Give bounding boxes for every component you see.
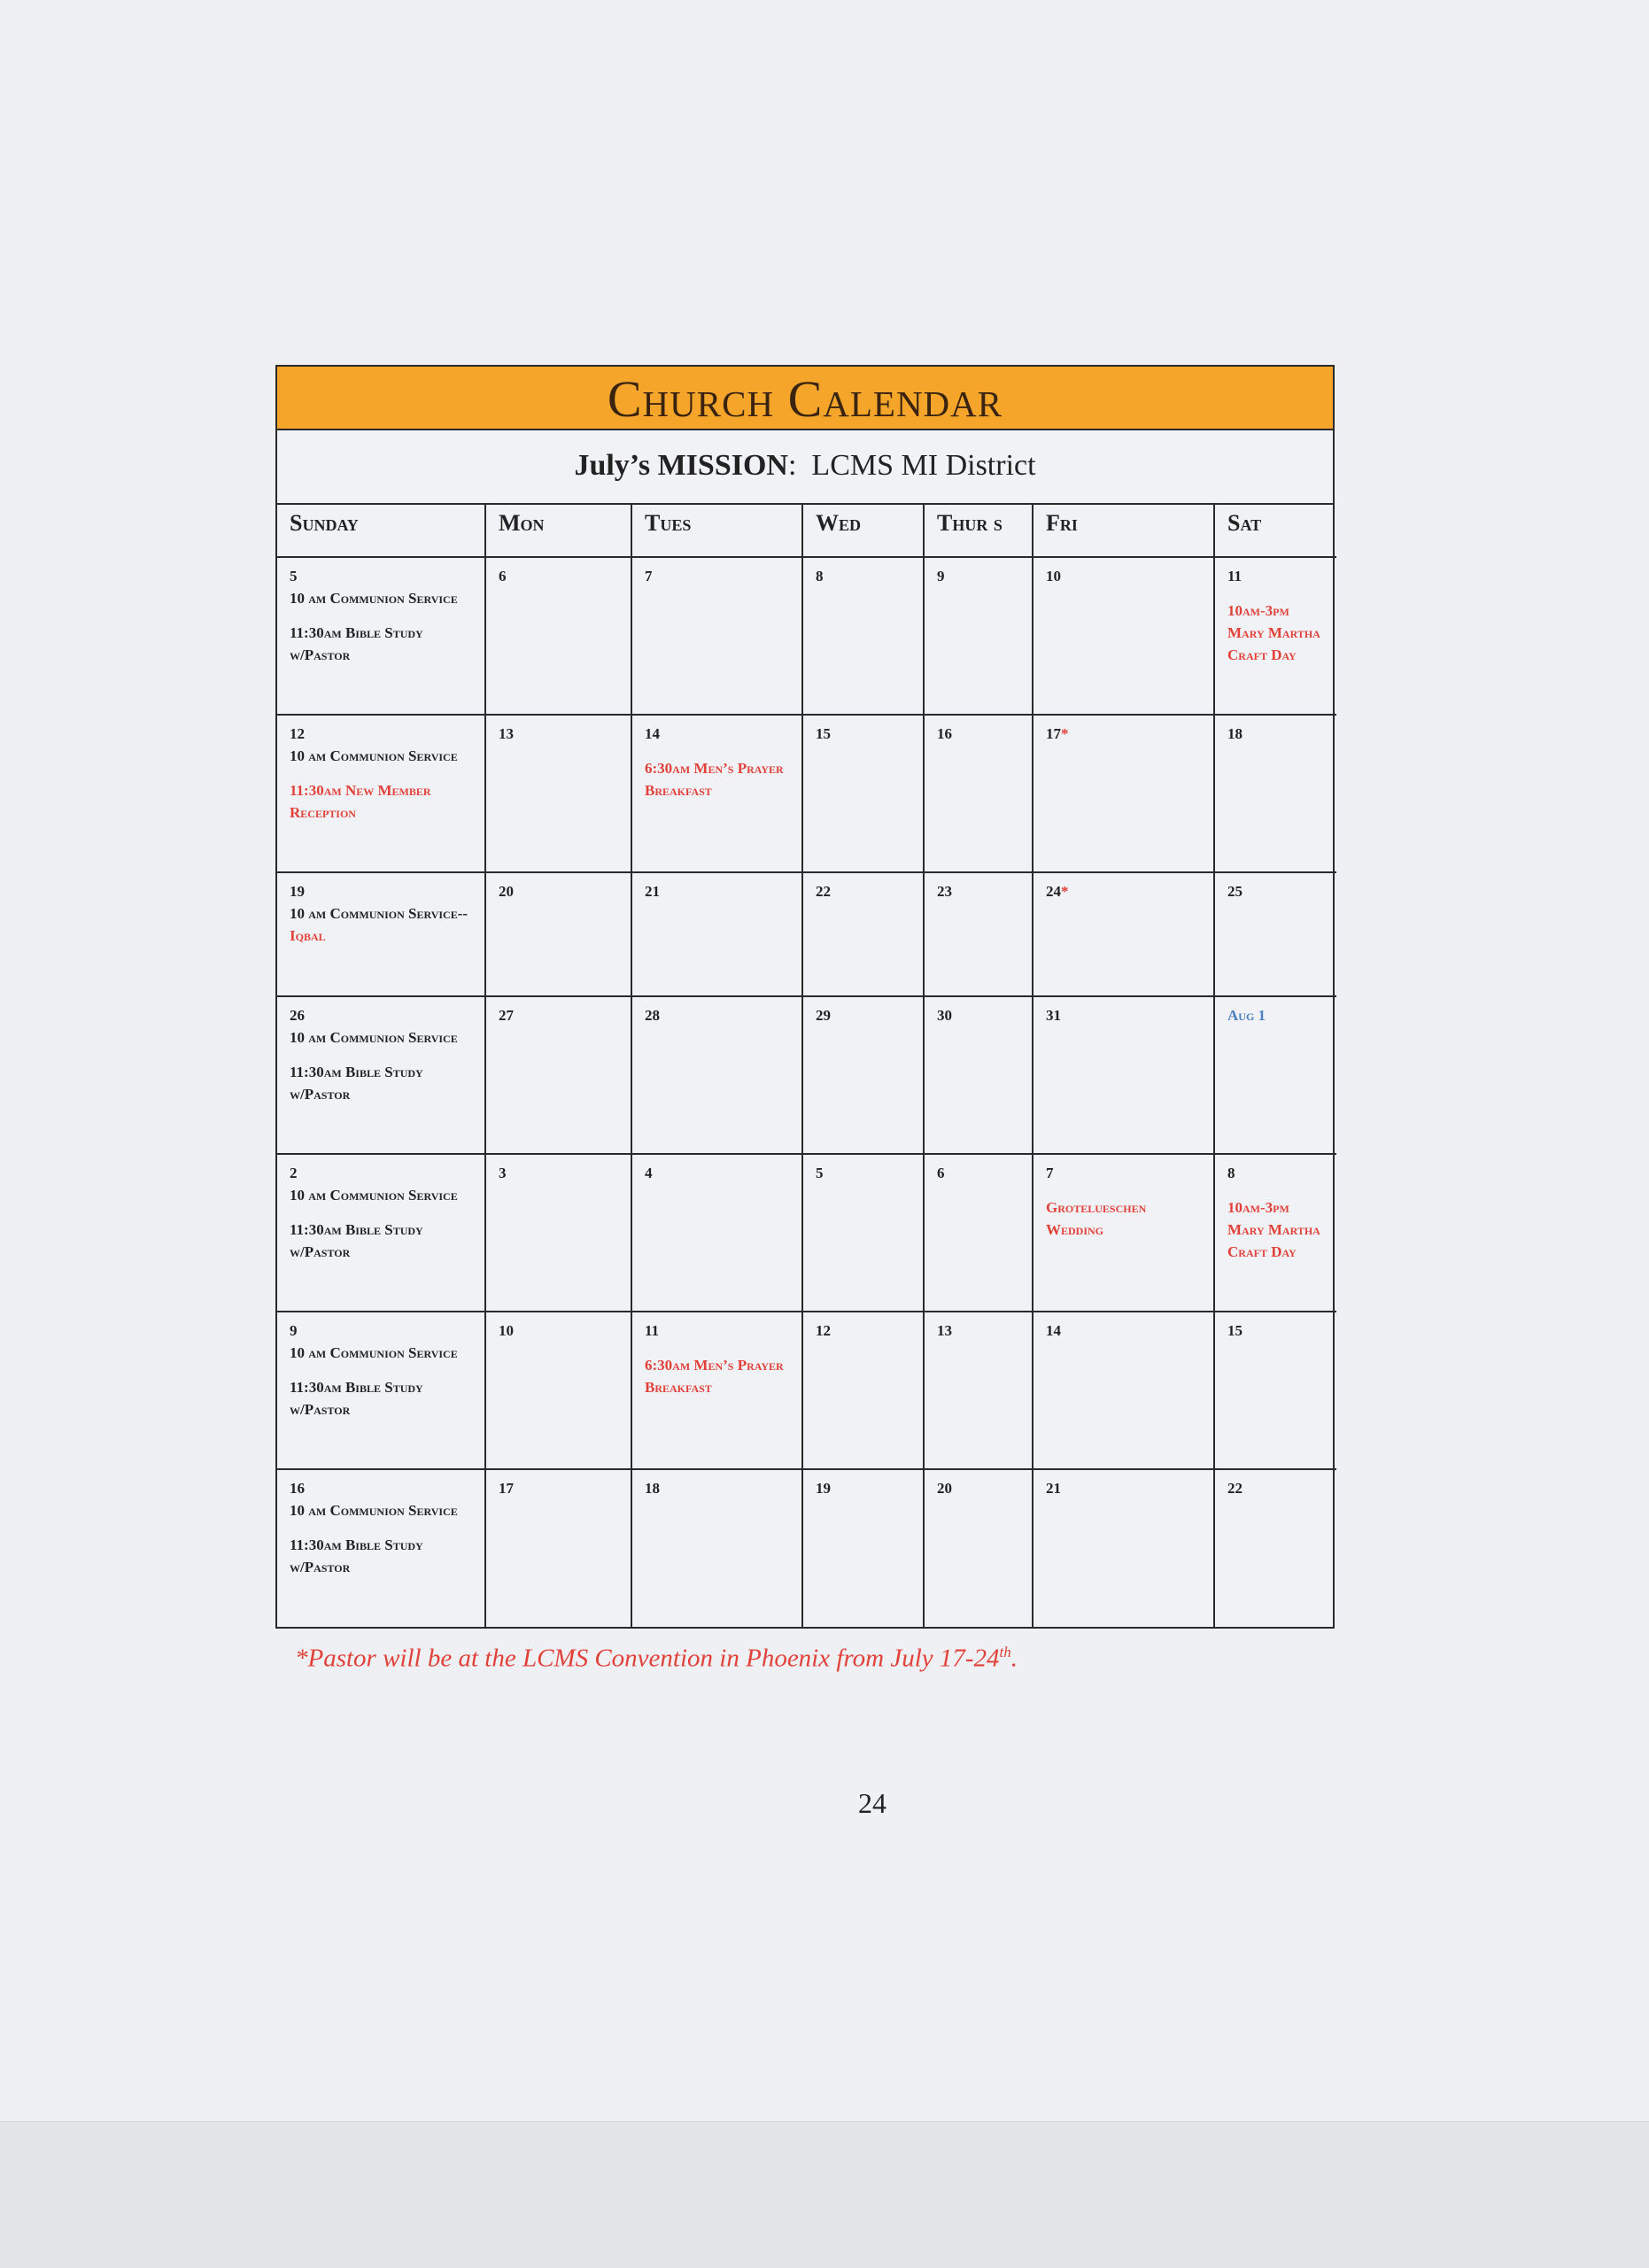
day-cell [485, 557, 631, 715]
asterisk-mark: * [1061, 725, 1069, 742]
day-cell [1214, 557, 1336, 715]
day-cell [631, 1312, 802, 1469]
day-cell [802, 715, 924, 872]
day-number: 10 [1046, 568, 1061, 584]
day-cell [631, 1469, 802, 1627]
day-number: 27 [499, 1007, 514, 1024]
day-cell [924, 996, 1033, 1154]
day-cell [924, 1154, 1033, 1312]
day-cell [277, 1312, 485, 1469]
day-cell [924, 715, 1033, 872]
bible-study-event: 11:30am Bible Study w/Pastor [290, 1064, 423, 1103]
day-cell [1214, 1312, 1336, 1469]
day-cell [802, 996, 924, 1154]
day-number: 21 [645, 883, 660, 900]
day-cell [1033, 715, 1214, 872]
header-sat: Sat [1214, 505, 1336, 557]
day-cell [802, 1312, 924, 1469]
week-row [277, 996, 1336, 1154]
day-number: 9 [937, 568, 945, 584]
day-number: 24* [1046, 883, 1069, 900]
day-number: 20 [937, 1480, 952, 1497]
day-cell [802, 872, 924, 996]
service-event: 10 am Communion Service [290, 1502, 458, 1519]
day-number: 10 [499, 1322, 514, 1339]
bible-study-event: 11:30am Bible Study w/Pastor [290, 1379, 423, 1418]
scan-background-strip [0, 2121, 1649, 2268]
day-cell [1033, 1312, 1214, 1469]
day-number: 3 [499, 1165, 507, 1181]
day-cell [924, 872, 1033, 996]
day-cell [924, 557, 1033, 715]
service-event: 10 am Communion Service--Iqbal [290, 905, 468, 944]
day-number: 29 [816, 1007, 831, 1024]
day-number: 18 [1227, 725, 1243, 742]
day-cell [1033, 557, 1214, 715]
weekday-header-row [277, 505, 1336, 557]
day-cell [1214, 996, 1336, 1154]
convention-footnote: *Pastor will be at the LCMS Convention in Phoenix from July 17-24th. [295, 1644, 1018, 1673]
day-cell [924, 1469, 1033, 1627]
day-number: 11 [1227, 568, 1243, 584]
day-cell [277, 1154, 485, 1312]
day-number: 26 [290, 1007, 305, 1024]
day-cell [631, 715, 802, 872]
week-row [277, 557, 1336, 715]
calendar-title: Church Calendar [277, 367, 1333, 430]
page-number: 24 [858, 1787, 886, 1819]
mission-line [277, 430, 1333, 505]
day-number: 18 [645, 1480, 660, 1497]
reception-event: 11:30am New Member Reception [290, 782, 431, 821]
breakfast-event: 6:30am Men’s Prayer Breakfast [645, 760, 784, 799]
day-cell [1033, 1154, 1214, 1312]
day-cell [277, 557, 485, 715]
service-event: 10 am Communion Service [290, 1029, 458, 1046]
day-cell [485, 1154, 631, 1312]
day-number: 13 [499, 725, 514, 742]
day-number: 6 [937, 1165, 945, 1181]
day-number: 5 [816, 1165, 824, 1181]
day-cell [924, 1312, 1033, 1469]
day-number: 20 [499, 883, 514, 900]
header-wed: Wed [802, 505, 924, 557]
day-number: 2 [290, 1165, 298, 1181]
week-row [277, 1469, 1336, 1627]
day-cell [631, 996, 802, 1154]
day-cell [1214, 1469, 1336, 1627]
day-number: 15 [1227, 1322, 1243, 1339]
day-cell [1214, 872, 1336, 996]
mission-label: July’s MISSION [574, 449, 788, 482]
day-number: 23 [937, 883, 952, 900]
day-number: 31 [1046, 1007, 1061, 1024]
officiant-name: Iqbal [290, 927, 326, 944]
craft-day-event: 10am-3pm Mary Martha Craft Day [1227, 602, 1320, 663]
wedding-event: Grotelueschen Wedding [1046, 1199, 1147, 1238]
day-number: 7 [1046, 1165, 1054, 1181]
service-event: 10 am Communion Service [290, 747, 458, 764]
day-number: 25 [1227, 883, 1243, 900]
day-cell [802, 1469, 924, 1627]
mission-value: LCMS MI District [811, 449, 1036, 482]
day-cell [1214, 715, 1336, 872]
day-cell [1033, 1469, 1214, 1627]
day-number: 22 [816, 883, 831, 900]
craft-day-event: 10am-3pm Mary Martha Craft Day [1227, 1199, 1320, 1260]
day-number: 11 [645, 1322, 660, 1339]
day-number: 14 [1046, 1322, 1061, 1339]
day-number: 8 [1227, 1165, 1235, 1181]
day-number: 15 [816, 725, 831, 742]
week-row [277, 1312, 1336, 1469]
day-cell [485, 996, 631, 1154]
day-number: 13 [937, 1322, 952, 1339]
day-cell [802, 557, 924, 715]
day-number: 8 [816, 568, 824, 584]
day-number: 22 [1227, 1480, 1243, 1497]
day-cell [277, 1469, 485, 1627]
day-cell [485, 1312, 631, 1469]
day-number: 28 [645, 1007, 660, 1024]
day-number: 7 [645, 568, 653, 584]
asterisk-mark: * [1061, 883, 1069, 900]
day-cell [802, 1154, 924, 1312]
day-number: 5 [290, 568, 298, 584]
day-cell [277, 872, 485, 996]
day-cell [277, 715, 485, 872]
bible-study-event: 11:30am Bible Study w/Pastor [290, 1537, 423, 1575]
header-thurs: Thur s [924, 505, 1033, 557]
header-fri: Fri [1033, 505, 1214, 557]
day-number: 17* [1046, 725, 1069, 742]
day-number: 30 [937, 1007, 952, 1024]
service-event: 10 am Communion Service [290, 1344, 458, 1361]
week-row [277, 1154, 1336, 1312]
day-number: 21 [1046, 1480, 1061, 1497]
week-row [277, 715, 1336, 872]
day-number: 19 [816, 1480, 831, 1497]
day-number: 19 [290, 883, 305, 900]
header-sunday: Sunday [277, 505, 485, 557]
day-cell [1033, 996, 1214, 1154]
day-number: 17 [499, 1480, 514, 1497]
church-calendar [275, 365, 1335, 1629]
day-number: 12 [816, 1322, 831, 1339]
day-number: 16 [290, 1480, 305, 1497]
day-cell [1033, 872, 1214, 996]
service-event: 10 am Communion Service [290, 1187, 458, 1204]
bible-study-event: 11:30am Bible Study w/Pastor [290, 1221, 423, 1260]
day-cell [631, 557, 802, 715]
day-cell [631, 872, 802, 996]
calendar-grid [277, 505, 1336, 1627]
day-number: 14 [645, 725, 660, 742]
day-number: 12 [290, 725, 305, 742]
header-tues: Tues [631, 505, 802, 557]
bible-study-event: 11:30am Bible Study w/Pastor [290, 624, 423, 663]
mission-separator: : [787, 449, 797, 482]
day-cell [485, 715, 631, 872]
day-cell [1214, 1154, 1336, 1312]
header-mon: Mon [485, 505, 631, 557]
day-number-aug: Aug 1 [1227, 1007, 1266, 1024]
breakfast-event: 6:30am Men’s Prayer Breakfast [645, 1357, 784, 1396]
service-event: 10 am Communion Service [290, 590, 458, 607]
day-number: 4 [645, 1165, 653, 1181]
day-number: 9 [290, 1322, 298, 1339]
day-cell [277, 996, 485, 1154]
day-cell [485, 872, 631, 996]
day-cell [631, 1154, 802, 1312]
day-number: 16 [937, 725, 952, 742]
day-cell [485, 1469, 631, 1627]
day-number: 6 [499, 568, 507, 584]
week-row [277, 872, 1336, 996]
